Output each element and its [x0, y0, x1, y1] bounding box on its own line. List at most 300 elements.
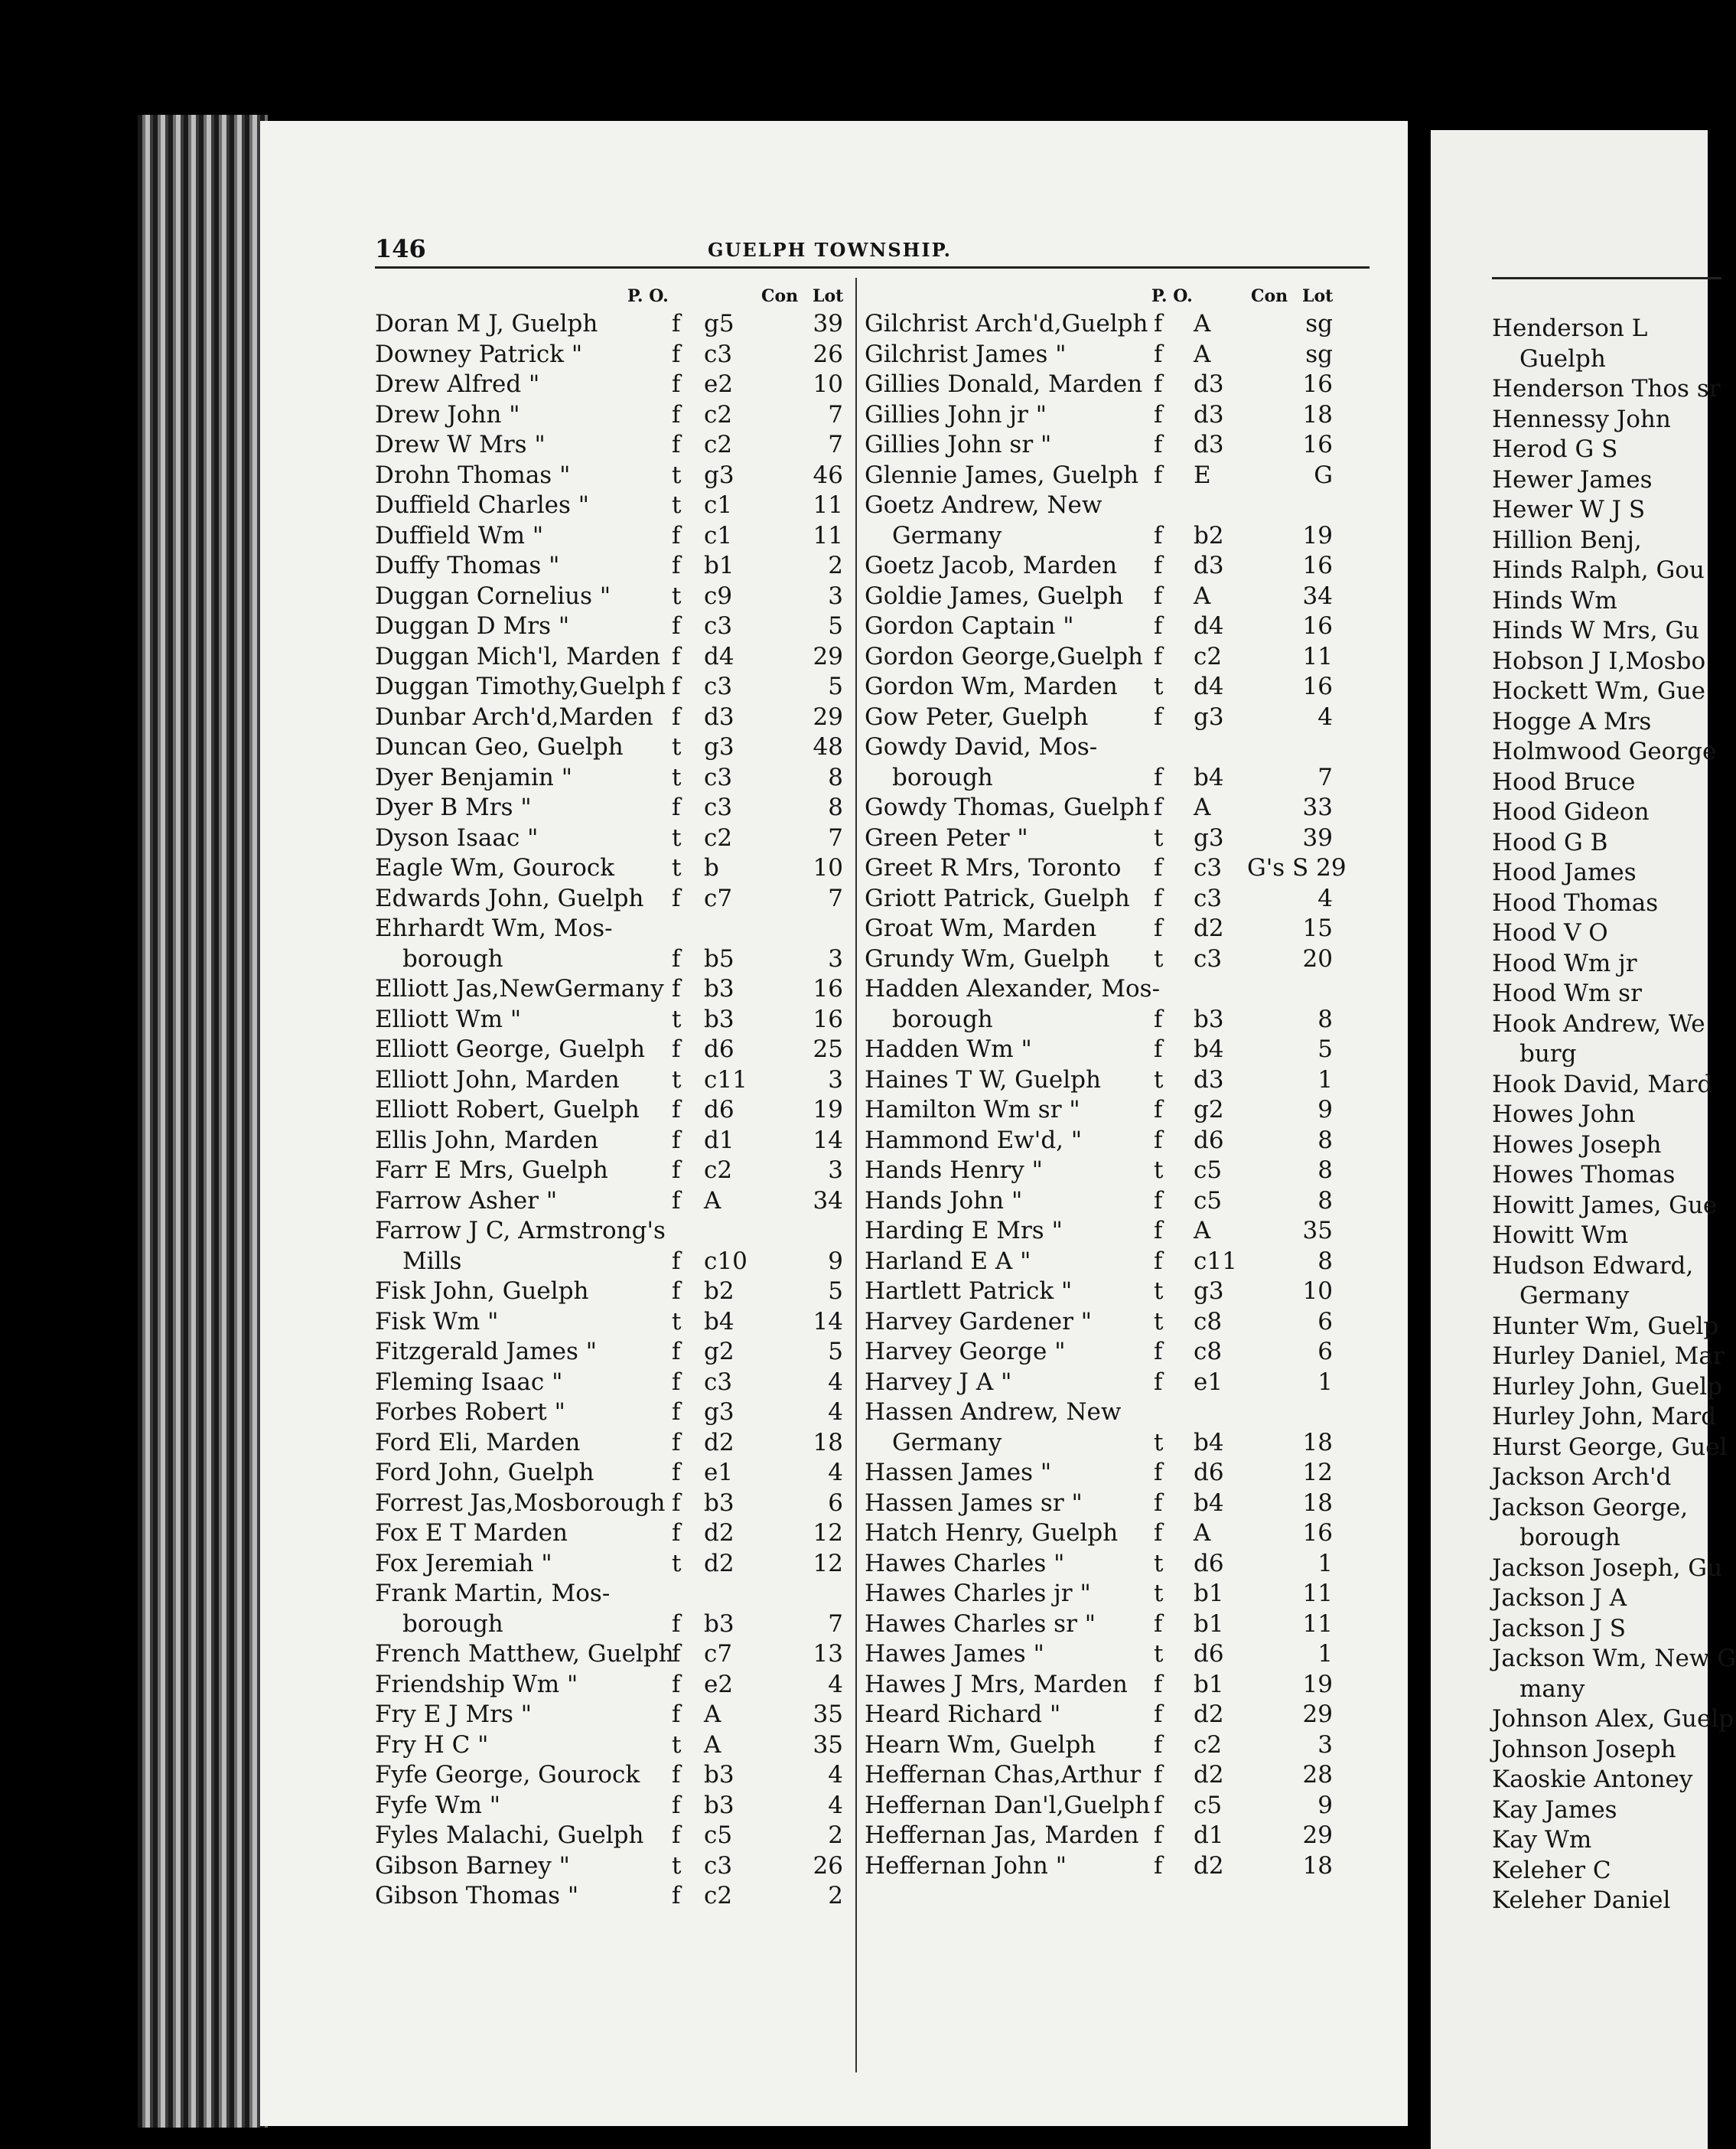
- entry-tenure: f: [1154, 1489, 1163, 1517]
- directory-entry: [865, 1368, 1339, 1398]
- entry-tenure: f: [1154, 1035, 1163, 1063]
- entry-name: Goetz Andrew, New: [865, 491, 1103, 519]
- directory-entry: [865, 1670, 1339, 1701]
- entry-concession: b3: [704, 1489, 734, 1517]
- directory-entry: [865, 1277, 1339, 1307]
- left-page: [260, 121, 1408, 2126]
- entry-tenure: f: [672, 1609, 681, 1638]
- entry-concession: c3: [1194, 944, 1223, 973]
- entry-lot: 19: [813, 1096, 843, 1123]
- entry-concession: c3: [704, 763, 733, 791]
- entry-tenure: f: [672, 1126, 681, 1154]
- entry-concession: c2: [704, 431, 733, 458]
- entry-name: Duffield Wm ": [375, 521, 544, 549]
- directory-entry: [865, 914, 1339, 944]
- entry-tenure: f: [672, 1338, 681, 1365]
- entry-lot: G's S 29: [1247, 854, 1347, 882]
- entry-lot: 12: [813, 1549, 843, 1577]
- entry-concession: d2: [1194, 915, 1224, 942]
- entry-tenure: f: [672, 521, 681, 549]
- directory-entry: [375, 1005, 849, 1035]
- directory-entry: [375, 944, 849, 975]
- entry-tenure: f: [672, 1761, 681, 1789]
- entry-concession: g3: [704, 461, 734, 489]
- entry-lot: 11: [1302, 1609, 1333, 1638]
- entry-lot: 39: [1302, 823, 1333, 852]
- entry-concession: c7: [704, 1640, 733, 1668]
- entry-lot: 3: [1317, 1730, 1333, 1759]
- directory-entry: Hurst George, Guel: [1492, 1433, 1728, 1461]
- entry-name: Gillies John sr ": [865, 431, 1052, 458]
- entry-tenure: f: [1154, 1368, 1163, 1396]
- directory-entry: [375, 1247, 849, 1277]
- entry-lot: 29: [813, 703, 843, 731]
- entry-concession: b4: [1194, 763, 1224, 791]
- entry-tenure: f: [1154, 552, 1163, 579]
- entry-tenure: t: [1154, 1065, 1164, 1094]
- entry-tenure: f: [1154, 1217, 1163, 1244]
- directory-entry: [375, 1639, 849, 1670]
- entry-lot: 18: [813, 1428, 843, 1456]
- directory-entry: Jackson George,: [1492, 1493, 1689, 1521]
- directory-entry: Hurley John, Mard: [1492, 1403, 1717, 1430]
- directory-entry: [375, 430, 849, 461]
- entry-tenure: t: [672, 491, 682, 519]
- directory-entry: Jackson Joseph, Gu: [1492, 1554, 1723, 1582]
- entry-tenure: f: [1154, 1609, 1163, 1638]
- entry-tenure: t: [1154, 823, 1164, 852]
- directory-entry: [375, 1700, 849, 1730]
- entry-lot: 20: [1302, 944, 1333, 973]
- entry-name: Doran M J, Guelph: [375, 310, 598, 338]
- directory-entry: [865, 1791, 1339, 1821]
- directory-entry: Hood Thomas: [1492, 889, 1659, 917]
- entry-lot: 39: [813, 310, 843, 338]
- entry-lot: 46: [813, 461, 843, 489]
- entry-concession: b3: [704, 1761, 734, 1789]
- entry-lot: 1: [1317, 1065, 1333, 1094]
- entry-name: Harvey Gardener ": [865, 1307, 1093, 1335]
- entry-concession: b4: [1194, 1489, 1224, 1517]
- entry-name: Fyfe Wm ": [375, 1791, 501, 1819]
- entry-lot: 4: [828, 1791, 843, 1819]
- entry-name: Haines T W, Guelph: [865, 1065, 1101, 1094]
- entry-tenure: f: [672, 1821, 681, 1849]
- entry-name: Duffield Charles ": [375, 491, 589, 519]
- directory-entry: [375, 461, 849, 491]
- directory-entry: [865, 309, 1339, 340]
- directory-entry: [865, 884, 1339, 915]
- directory-entry: [375, 763, 849, 794]
- entry-tenure: f: [672, 944, 681, 973]
- entry-concession: b4: [704, 1307, 734, 1335]
- entry-lot: 16: [1302, 673, 1333, 700]
- entry-concession: b3: [704, 1005, 734, 1033]
- entry-name: Duncan Geo, Guelph: [375, 733, 624, 761]
- directory-entry: [865, 703, 1339, 733]
- entry-tenure: t: [1154, 673, 1164, 700]
- directory-entry: Kay Wm: [1492, 1826, 1592, 1854]
- directory-entry: Hood James: [1492, 859, 1637, 886]
- entry-tenure: t: [1154, 1428, 1164, 1456]
- directory-entry: [375, 1035, 849, 1065]
- right-column: [1492, 314, 1736, 1916]
- entry-lot: 12: [813, 1519, 843, 1547]
- directory-entry: Hinds Ralph, Gou: [1492, 556, 1705, 584]
- entry-tenure: f: [672, 642, 681, 670]
- entry-lot: 35: [813, 1730, 843, 1759]
- entry-tenure: t: [672, 1065, 682, 1094]
- entry-lot: 4: [828, 1761, 843, 1789]
- entry-concession: b4: [1194, 1035, 1224, 1063]
- entry-tenure: f: [1154, 1096, 1163, 1123]
- entry-concession: c5: [1194, 1791, 1223, 1819]
- entry-concession: c2: [1194, 642, 1223, 670]
- entry-name: Hawes James ": [865, 1640, 1044, 1668]
- entry-concession: d3: [1194, 552, 1224, 579]
- entry-lot: 7: [828, 884, 843, 912]
- entry-tenure: f: [1154, 1459, 1163, 1486]
- entry-tenure: t: [672, 733, 682, 761]
- entry-lot: 2: [828, 1882, 843, 1909]
- directory-entry: Hood Wm sr: [1492, 980, 1642, 1007]
- entry-concession: d2: [1194, 1761, 1224, 1789]
- directory-entry: [375, 1670, 849, 1701]
- entry-lot: 35: [813, 1701, 843, 1728]
- entry-tenure: t: [672, 763, 682, 791]
- entry-concession: c2: [704, 1156, 733, 1184]
- entry-concession: g2: [704, 1338, 734, 1365]
- entry-name: Fisk Wm ": [375, 1307, 499, 1335]
- entry-concession: A: [1194, 310, 1211, 338]
- column-header: [375, 283, 849, 309]
- directory-entry: [375, 1337, 849, 1368]
- entry-tenure: f: [672, 884, 681, 912]
- directory-entry: Hook Andrew, We: [1492, 1009, 1705, 1038]
- directory-entry: [375, 793, 849, 823]
- entry-name: Dyer B Mrs ": [375, 794, 532, 821]
- entry-name: Goetz Jacob, Marden: [865, 552, 1118, 579]
- entry-tenure: f: [672, 1489, 681, 1517]
- entry-concession: c2: [704, 1882, 733, 1909]
- entry-name: Edwards John, Guelph: [375, 884, 644, 912]
- directory-entry: [375, 1397, 849, 1428]
- directory-entry: [865, 1216, 1339, 1247]
- entry-name: Dunbar Arch'd,Marden: [375, 703, 653, 731]
- entry-concession: d6: [704, 1035, 734, 1063]
- entry-tenure: t: [672, 461, 682, 489]
- book-page-edges: [138, 115, 268, 2128]
- directory-entry: Guelph: [1519, 344, 1606, 373]
- entry-concession: d6: [1194, 1459, 1224, 1486]
- directory-entry: Keleher C: [1492, 1856, 1611, 1884]
- entry-concession: c1: [704, 521, 733, 549]
- entry-concession: b2: [1194, 521, 1224, 549]
- entry-tenure: t: [1154, 944, 1164, 973]
- directory-entry: [865, 430, 1339, 461]
- entry-name: Gibson Barney ": [375, 1851, 570, 1880]
- directory-entry: [865, 1549, 1339, 1580]
- entry-tenure: f: [672, 1791, 681, 1819]
- entry-tenure: f: [672, 1277, 681, 1305]
- entry-name: Elliott John, Marden: [375, 1065, 620, 1094]
- directory-entry: Hood Gideon: [1492, 798, 1650, 826]
- entry-lot: 28: [1302, 1761, 1333, 1789]
- directory-entry: [865, 1186, 1339, 1217]
- entry-lot: 4: [828, 1398, 843, 1426]
- entry-name: Downey Patrick ": [375, 340, 583, 368]
- entry-concession: c5: [1194, 1156, 1223, 1184]
- directory-entry: Henderson Thos sr: [1492, 375, 1721, 403]
- directory-entry: [375, 974, 849, 1005]
- entry-lot: 6: [828, 1489, 843, 1517]
- directory-entry: [865, 1428, 1339, 1459]
- entry-concession: b3: [704, 1791, 734, 1819]
- entry-concession: g3: [1194, 703, 1224, 731]
- directory-entry: [865, 582, 1339, 612]
- entry-concession: c3: [704, 794, 733, 821]
- entry-concession: c8: [1194, 1307, 1223, 1335]
- entry-name: Heffernan Jas, Marden: [865, 1821, 1139, 1849]
- running-head: GUELPH TOWNSHIP.: [708, 239, 952, 261]
- entry-name: borough: [892, 1005, 993, 1033]
- directory-entry: Hood Wm jr: [1492, 949, 1637, 977]
- entry-tenure: t: [672, 1730, 682, 1759]
- entry-name: Heffernan John ": [865, 1851, 1067, 1880]
- entry-lot: 5: [828, 1338, 843, 1365]
- entry-lot: 5: [1317, 1035, 1333, 1063]
- directory-entry: [865, 551, 1339, 582]
- entry-concession: d2: [1194, 1851, 1224, 1880]
- entry-tenure: f: [1154, 642, 1163, 670]
- entry-concession: c8: [1194, 1338, 1223, 1365]
- entry-name: Duggan Timothy,Guelph: [375, 673, 666, 700]
- entry-concession: A: [704, 1186, 721, 1215]
- entry-tenure: t: [1154, 1640, 1164, 1668]
- entry-name: Fyles Malachi, Guelph: [375, 1821, 644, 1849]
- entry-concession: c9: [704, 582, 733, 610]
- directory-entry: [375, 823, 849, 854]
- directory-entry: [375, 1489, 849, 1519]
- directory-entry: [865, 672, 1339, 703]
- directory-entry: [865, 853, 1347, 884]
- entry-lot: 29: [813, 642, 843, 670]
- entry-concession: g3: [1194, 823, 1224, 852]
- entry-tenure: f: [1154, 915, 1163, 942]
- entry-concession: d3: [1194, 431, 1224, 458]
- entry-concession: d2: [704, 1428, 734, 1456]
- entry-lot: 26: [813, 1851, 843, 1880]
- entry-name: Harland E A ": [865, 1247, 1031, 1275]
- directory-entry: [375, 1126, 849, 1156]
- entry-tenure: f: [1154, 763, 1163, 791]
- entry-name: Drew John ": [375, 400, 520, 429]
- entry-concession: b: [704, 854, 719, 882]
- po-header: P. O.: [627, 286, 669, 306]
- entry-name: Heffernan Chas,Arthur: [865, 1761, 1142, 1789]
- directory-entry: Hood V O: [1492, 919, 1608, 947]
- directory-entry: [375, 1549, 849, 1580]
- entry-lot: 3: [828, 1065, 843, 1094]
- directory-entry: [375, 1216, 849, 1247]
- directory-entry: [865, 491, 1339, 521]
- entry-name: Hands Henry ": [865, 1156, 1043, 1184]
- entry-concession: c2: [1194, 1730, 1223, 1759]
- entry-lot: 5: [828, 1277, 843, 1305]
- entry-lot: 9: [1317, 1791, 1333, 1819]
- entry-lot: 8: [828, 763, 843, 791]
- entry-tenure: f: [1154, 340, 1163, 368]
- entry-lot: 29: [1302, 1701, 1333, 1728]
- entry-lot: 3: [828, 944, 843, 973]
- directory-entry: [375, 611, 849, 642]
- entry-lot: 8: [1317, 1247, 1333, 1275]
- entry-lot: 35: [1302, 1217, 1333, 1244]
- directory-entry: [375, 642, 849, 673]
- entry-concession: c5: [1194, 1186, 1223, 1215]
- entry-concession: A: [1194, 340, 1211, 368]
- directory-entry: [375, 914, 849, 944]
- entry-tenure: t: [1154, 1549, 1164, 1577]
- directory-entry: [375, 1730, 849, 1761]
- directory-entry: Jackson J S: [1492, 1614, 1626, 1642]
- entry-concession: b3: [1194, 1005, 1224, 1033]
- entry-lot: 26: [813, 340, 843, 368]
- directory-entry: [865, 1035, 1339, 1065]
- entry-concession: c3: [704, 1368, 733, 1396]
- directory-entry: [375, 853, 849, 884]
- directory-entry: [865, 1095, 1339, 1126]
- directory-entry: Hinds Wm: [1492, 586, 1617, 615]
- entry-concession: d2: [704, 1549, 734, 1577]
- directory-entry: [865, 732, 1339, 763]
- right-page: [1431, 130, 1736, 2149]
- middle-column: [865, 283, 1347, 1881]
- entry-name: Gow Peter, Guelph: [865, 703, 1089, 731]
- entry-name: Hammond Ew'd, ": [865, 1126, 1083, 1154]
- entry-concession: d3: [1194, 370, 1224, 398]
- entry-name: Dyer Benjamin ": [375, 763, 572, 791]
- directory-entry: burg: [1519, 1040, 1577, 1068]
- entry-tenure: t: [672, 1005, 682, 1033]
- entry-concession: d1: [1194, 1821, 1224, 1849]
- entry-lot: 18: [1302, 1489, 1333, 1517]
- directory-entry: Keleher Daniel: [1492, 1886, 1671, 1914]
- directory-entry: [375, 884, 849, 915]
- header-rule: [375, 266, 1370, 269]
- directory-entry: [375, 582, 849, 612]
- entry-tenure: f: [1154, 1730, 1163, 1759]
- directory-entry: [865, 1005, 1339, 1035]
- entry-lot: 34: [813, 1186, 843, 1215]
- entry-concession: c3: [1194, 884, 1223, 912]
- entry-tenure: f: [1154, 854, 1163, 882]
- entry-lot: 7: [828, 431, 843, 458]
- entry-tenure: f: [672, 703, 681, 731]
- entry-name: Gordon Wm, Marden: [865, 673, 1118, 700]
- directory-entry: Jackson J A: [1492, 1584, 1627, 1612]
- entry-lot: 18: [1302, 1851, 1333, 1880]
- directory-entry: Hinds W Mrs, Gu: [1492, 617, 1700, 644]
- entry-concession: A: [704, 1701, 721, 1728]
- directory-entry: [375, 1609, 849, 1640]
- entry-lot: 33: [1302, 794, 1333, 821]
- directory-entry: Hudson Edward,: [1492, 1251, 1694, 1280]
- directory-entry: [865, 763, 1339, 794]
- directory-entry: [865, 1397, 1339, 1428]
- entry-tenure: f: [1154, 1761, 1163, 1789]
- entry-tenure: t: [672, 1851, 682, 1880]
- directory-entry: [375, 672, 849, 703]
- entry-tenure: f: [1154, 884, 1163, 912]
- entry-name: Ford Eli, Marden: [375, 1428, 581, 1456]
- entry-tenure: t: [672, 823, 682, 852]
- entry-concession: d6: [1194, 1126, 1224, 1154]
- directory-entry: Kay James: [1492, 1795, 1617, 1824]
- entry-name: Fox E T Marden: [375, 1519, 568, 1547]
- entry-name: Hamilton Wm sr ": [865, 1096, 1080, 1123]
- entry-name: Elliott Robert, Guelph: [375, 1096, 640, 1123]
- entry-lot: 8: [1317, 1156, 1333, 1184]
- entry-concession: b1: [1194, 1670, 1224, 1698]
- entry-lot: 8: [1317, 1005, 1333, 1033]
- entry-name: Gilchrist Arch'd,Guelph: [865, 310, 1148, 338]
- entry-concession: d3: [1194, 1065, 1224, 1094]
- entry-name: Heard Richard ": [865, 1701, 1061, 1728]
- entry-name: Germany: [892, 1428, 1002, 1456]
- entry-name: Fisk John, Guelph: [375, 1277, 589, 1305]
- directory-entry: [865, 1609, 1339, 1640]
- entry-lot: 7: [828, 1609, 843, 1638]
- entry-concession: g3: [1194, 1277, 1224, 1305]
- entry-name: Hawes J Mrs, Marden: [865, 1670, 1128, 1698]
- page-number: 146: [375, 234, 426, 263]
- directory-entry: [375, 1307, 849, 1338]
- entry-tenure: f: [1154, 1670, 1163, 1698]
- entry-lot: sg: [1305, 340, 1333, 368]
- directory-entry: [375, 1065, 849, 1096]
- directory-entry: Hogge A Mrs: [1492, 707, 1652, 735]
- entry-lot: 15: [1302, 915, 1333, 942]
- entry-concession: E: [1194, 461, 1211, 489]
- entry-concession: b1: [704, 552, 734, 579]
- entry-concession: g3: [704, 1398, 734, 1426]
- directory-entry: [865, 611, 1339, 642]
- entry-name: Elliott George, Guelph: [375, 1035, 646, 1063]
- entry-name: Ehrhardt Wm, Mos-: [375, 915, 613, 942]
- directory-entry: Hurley Daniel, Mar: [1492, 1342, 1725, 1370]
- entry-tenure: f: [672, 1701, 681, 1728]
- entry-lot: 1: [1317, 1549, 1333, 1577]
- directory-entry: [375, 1881, 849, 1912]
- entry-concession: d3: [704, 703, 734, 731]
- entry-name: Hawes Charles sr ": [865, 1609, 1096, 1638]
- entry-concession: c3: [1194, 854, 1223, 882]
- entry-tenure: f: [672, 340, 681, 368]
- entry-tenure: f: [672, 1459, 681, 1486]
- entry-lot: 4: [828, 1459, 843, 1486]
- entry-concession: A: [1194, 582, 1211, 610]
- entry-name: Elliott Jas,NewGermany: [375, 975, 664, 1003]
- entry-name: Hassen James sr ": [865, 1489, 1083, 1517]
- entry-lot: 11: [1302, 642, 1333, 670]
- entry-name: Elliott Wm ": [375, 1005, 522, 1033]
- directory-entry: Jackson Wm, New G: [1492, 1645, 1736, 1672]
- entry-tenure: f: [672, 612, 681, 640]
- entry-tenure: f: [1154, 431, 1163, 458]
- directory-entry: [375, 309, 849, 340]
- entry-name: Ellis John, Marden: [375, 1126, 599, 1154]
